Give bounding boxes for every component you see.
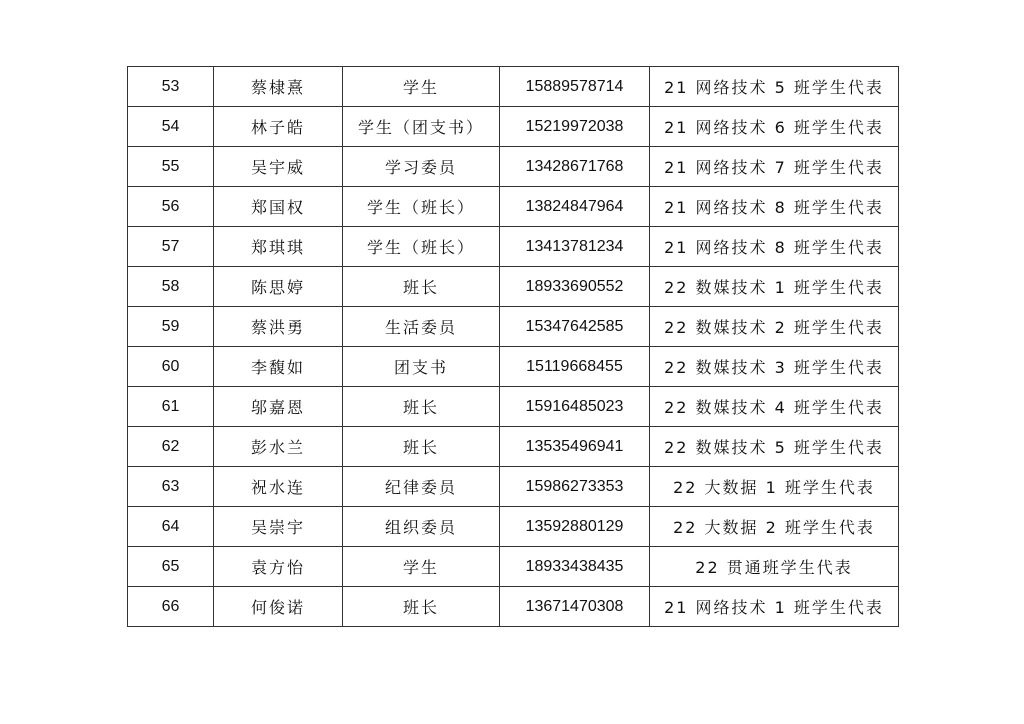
row-number: 57 xyxy=(128,227,214,267)
table-row xyxy=(128,587,899,627)
table-row xyxy=(128,267,899,307)
table-row xyxy=(128,467,899,507)
row-number: 56 xyxy=(128,187,214,227)
person-name: 郑琪琪 xyxy=(214,227,343,267)
row-number: 60 xyxy=(128,347,214,387)
row-number: 55 xyxy=(128,147,214,187)
phone-number: 13824847964 xyxy=(500,187,650,227)
class-representative-note: 22 大数据 1 班学生代表 xyxy=(650,467,899,507)
row-number: 65 xyxy=(128,547,214,587)
class-representative-note: 22 贯通班学生代表 xyxy=(650,547,899,587)
row-number: 62 xyxy=(128,427,214,467)
phone-number: 13428671768 xyxy=(500,147,650,187)
roster-table-body xyxy=(128,67,899,627)
person-name: 郑国权 xyxy=(214,187,343,227)
phone-number: 15916485023 xyxy=(500,387,650,427)
person-role: 组织委员 xyxy=(343,507,500,547)
person-name: 邬嘉恩 xyxy=(214,387,343,427)
person-name: 何俊诺 xyxy=(214,587,343,627)
person-name: 林子皓 xyxy=(214,107,343,147)
person-role: 班长 xyxy=(343,267,500,307)
phone-number: 15347642585 xyxy=(500,307,650,347)
person-name: 彭水兰 xyxy=(214,427,343,467)
person-name: 祝水连 xyxy=(214,467,343,507)
person-name: 袁方怡 xyxy=(214,547,343,587)
class-representative-note: 22 数媒技术 2 班学生代表 xyxy=(650,307,899,347)
phone-number: 13535496941 xyxy=(500,427,650,467)
class-representative-note: 21 网络技术 1 班学生代表 xyxy=(650,587,899,627)
person-role: 学生（团支书） xyxy=(343,107,500,147)
class-representative-note: 22 数媒技术 3 班学生代表 xyxy=(650,347,899,387)
class-representative-note: 22 数媒技术 5 班学生代表 xyxy=(650,427,899,467)
person-role: 班长 xyxy=(343,387,500,427)
row-number: 66 xyxy=(128,587,214,627)
phone-number: 15986273353 xyxy=(500,467,650,507)
table-row xyxy=(128,307,899,347)
person-name: 蔡棣熹 xyxy=(214,67,343,107)
person-role: 学生（班长） xyxy=(343,187,500,227)
phone-number: 15889578714 xyxy=(500,67,650,107)
person-role: 班长 xyxy=(343,587,500,627)
person-name: 蔡洪勇 xyxy=(214,307,343,347)
class-representative-note: 22 数媒技术 1 班学生代表 xyxy=(650,267,899,307)
phone-number: 13413781234 xyxy=(500,227,650,267)
table-row xyxy=(128,387,899,427)
person-role: 班长 xyxy=(343,427,500,467)
table-row xyxy=(128,147,899,187)
row-number: 53 xyxy=(128,67,214,107)
class-representative-note: 21 网络技术 8 班学生代表 xyxy=(650,227,899,267)
table-row xyxy=(128,107,899,147)
table-row xyxy=(128,347,899,387)
row-number: 59 xyxy=(128,307,214,347)
class-representative-note: 21 网络技术 6 班学生代表 xyxy=(650,107,899,147)
phone-number: 15119668455 xyxy=(500,347,650,387)
person-name: 李馥如 xyxy=(214,347,343,387)
roster-table xyxy=(127,66,899,627)
table-row xyxy=(128,67,899,107)
person-role: 学生 xyxy=(343,67,500,107)
class-representative-note: 22 大数据 2 班学生代表 xyxy=(650,507,899,547)
phone-number: 15219972038 xyxy=(500,107,650,147)
person-name: 吴崇宇 xyxy=(214,507,343,547)
table-row xyxy=(128,547,899,587)
class-representative-note: 21 网络技术 7 班学生代表 xyxy=(650,147,899,187)
phone-number: 18933690552 xyxy=(500,267,650,307)
person-name: 吴宇威 xyxy=(214,147,343,187)
phone-number: 13592880129 xyxy=(500,507,650,547)
class-representative-note: 21 网络技术 8 班学生代表 xyxy=(650,187,899,227)
person-role: 学生（班长） xyxy=(343,227,500,267)
class-representative-note: 22 数媒技术 4 班学生代表 xyxy=(650,387,899,427)
person-role: 团支书 xyxy=(343,347,500,387)
person-role: 生活委员 xyxy=(343,307,500,347)
row-number: 61 xyxy=(128,387,214,427)
person-name: 陈思婷 xyxy=(214,267,343,307)
phone-number: 18933438435 xyxy=(500,547,650,587)
row-number: 63 xyxy=(128,467,214,507)
table-row xyxy=(128,427,899,467)
table-row xyxy=(128,507,899,547)
class-representative-note: 21 网络技术 5 班学生代表 xyxy=(650,67,899,107)
row-number: 58 xyxy=(128,267,214,307)
table-row xyxy=(128,227,899,267)
phone-number: 13671470308 xyxy=(500,587,650,627)
person-role: 学生 xyxy=(343,547,500,587)
row-number: 54 xyxy=(128,107,214,147)
row-number: 64 xyxy=(128,507,214,547)
person-role: 纪律委员 xyxy=(343,467,500,507)
person-role: 学习委员 xyxy=(343,147,500,187)
table-row xyxy=(128,187,899,227)
